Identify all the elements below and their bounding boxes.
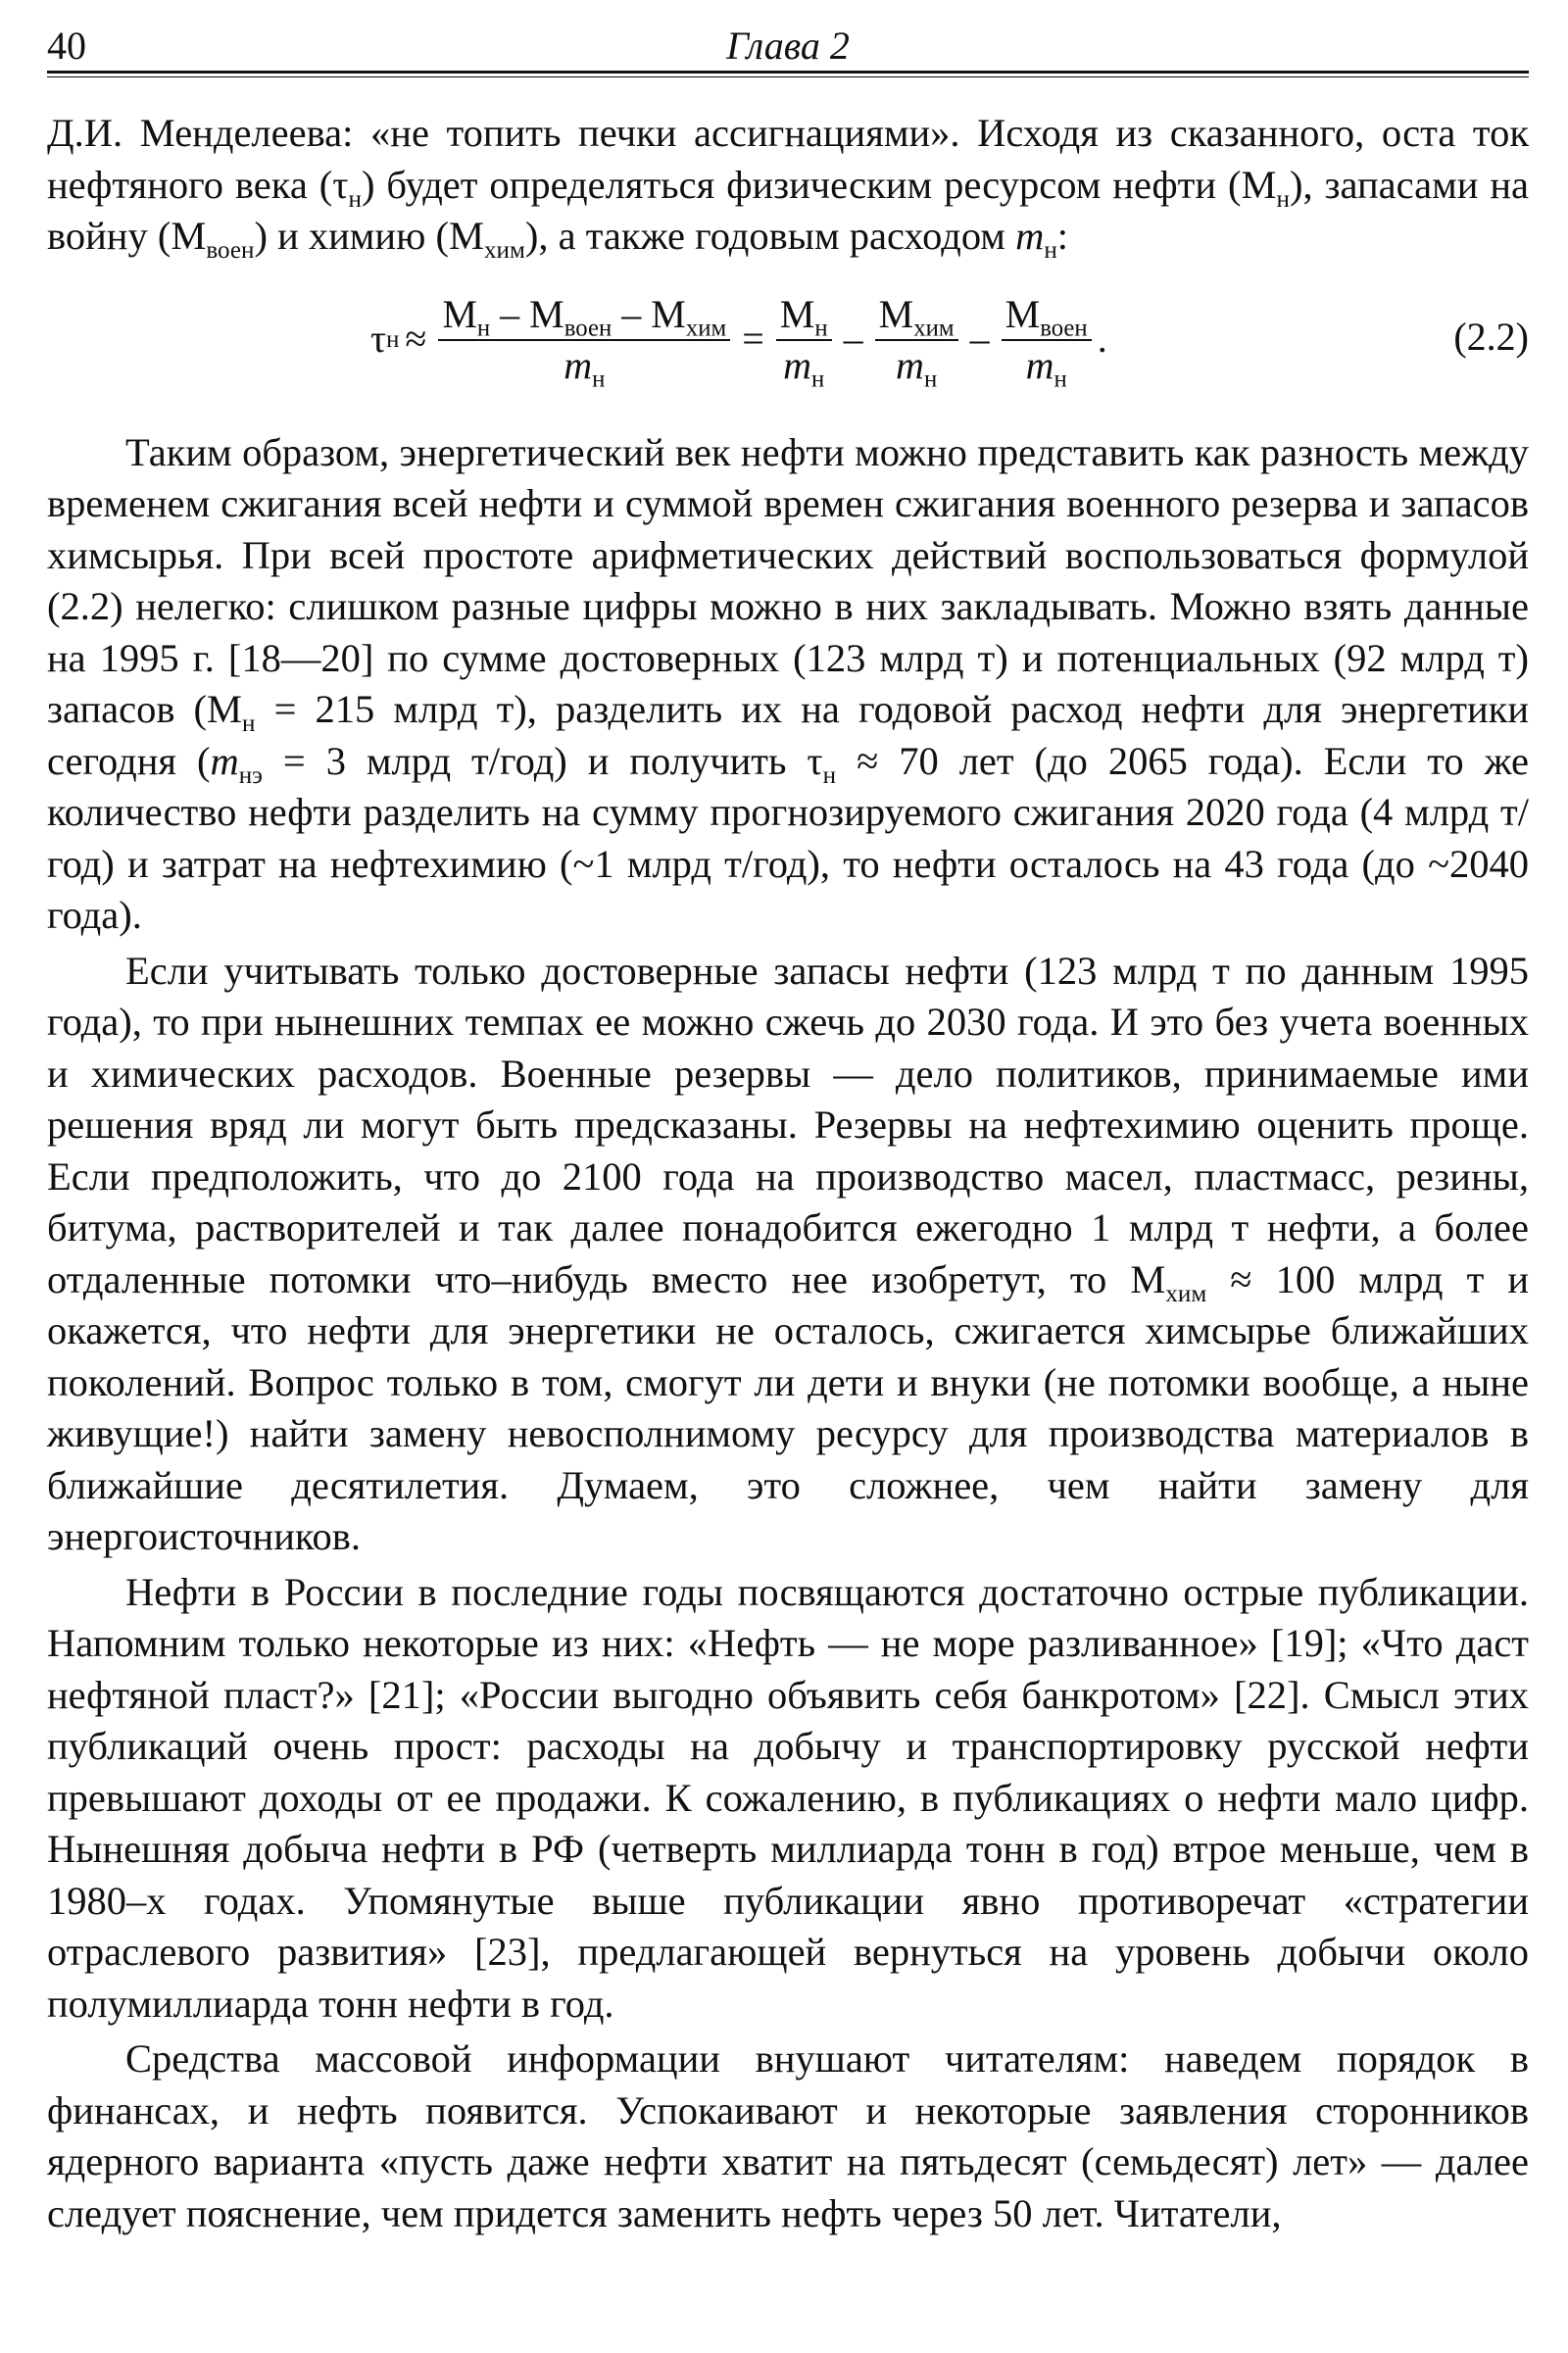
symbol-m: m	[1015, 214, 1045, 258]
formula-2-2	[47, 270, 1529, 417]
text-run: ),	[1289, 162, 1313, 207]
symbol-m: m	[210, 738, 239, 783]
minus-sign: –	[843, 317, 863, 362]
text-run: :	[1056, 214, 1069, 258]
numerator: $М_{хим}$	[875, 292, 958, 341]
denominator: $m_н$	[1025, 342, 1067, 393]
subscript: хим	[484, 236, 525, 264]
subscript: н	[1276, 185, 1290, 213]
symbol-M: М	[171, 214, 207, 258]
paragraph-1	[47, 108, 1529, 263]
page-body	[47, 108, 1529, 2239]
text-run: ) будет определяться физическим ресурсом нефти (	[361, 162, 1242, 207]
paragraph-3	[47, 946, 1529, 1563]
text-run: запасами на войну (	[47, 162, 1529, 258]
numerator: $М_н - М_{воен} - М_{хим}$	[438, 292, 730, 341]
symbol-M: М	[207, 687, 243, 731]
text-run: ≈ 70 лет (до 2065 года). Если то же количество нефти разделить на сумму прогнозируемого сжигания 2020 года (4 млрд т/год) и затрат на нефтехимию (~1 млрд т/год), то нефти осталось на 43 года (до ~2040 года).	[47, 738, 1530, 937]
subscript: н	[1044, 236, 1057, 264]
page-header	[47, 22, 1529, 71]
subscript: воен	[206, 236, 255, 264]
fraction-total	[438, 291, 730, 393]
symbol-tau: τ	[332, 162, 349, 207]
paragraph-5: Средства массовой информации внушают читателям: наведем порядок в финансах, и нефть появится. Успокаивают и некоторые заявления сторонников ядерного варианта «пусть даже нефти хватит на пятьдесят (семьдесят) лет» — далее следует пояснение, чем придется заменить нефть через 50 лет. Читатели,	[47, 2036, 1529, 2235]
equals-sign: =	[742, 317, 764, 362]
subscript: н	[822, 761, 837, 789]
symbol-M: М	[448, 214, 484, 258]
approx-sign: ≈	[405, 317, 427, 362]
symbol-M: М	[1241, 162, 1277, 207]
symbol-tau: τ	[807, 738, 823, 783]
numerator: $М_н$	[776, 292, 832, 341]
minus-sign: –	[969, 317, 990, 362]
page-number: 40	[47, 24, 86, 68]
paragraph-4: Нефти в России в последние годы посвящаются достаточно острые публикации. Напомним только некоторые из них: «Нефть — не море разливанное» [19]; «Что даст нефтяной пласт?» [21]; «России выгодно объявить себя банкротом» [22]. Смысл этих публикаций очень прост: расходы на добычу и транспортировку русской нефти превышают доходы от ее продажи. К сожалению, в публикациях о нефти мало цифр. Нынешняя добыча нефти в РФ (четверть миллиарда тонн в год) втрое меньше, чем в 1980–х годах. Упомянутые выше публикации явно противоречат «стратегии отраслевого развития» [23], предлагающей вернуться на уровень добычи около полумиллиарда тонн нефти в год.	[47, 1569, 1529, 2026]
text-run: ток нефтяного века (	[47, 111, 1530, 207]
denominator: $m_н$	[564, 342, 606, 393]
subscript: н	[242, 710, 256, 737]
text-run: ) и химию (	[254, 214, 449, 258]
symbol-M: М	[1130, 1256, 1166, 1301]
text-run: Таким образом, энергетический век нефти можно представить как разность между временем сжигания всей нефти и суммой времен сжигания военного резерва и запасов химсырья. При всей простоте арифметических действий воспользоваться формулой (2.2) нелегко: слишком разные цифры можно в них закладывать. Можно взять данные на 1995 г. [18—20] по сумме достоверных (123 млрд т) и потенциальных (92 млрд т) запасов (	[47, 429, 1529, 731]
subscript: хим	[1165, 1280, 1207, 1307]
header-rule	[47, 71, 1529, 77]
fraction-oil	[776, 291, 832, 393]
numerator: $М_{воен}$	[1002, 292, 1092, 341]
text-run: Если учитывать только достоверные запасы нефти (123 млрд т по данным 1995 года), то при нынешних темпах ее можно сжечь до 2030 года. И это без учета военных и химических расходов. Военные резервы — дело политиков, принимаемые ими решения вряд ли могут быть предсказаны. Резервы на нефтехимию оценить проще. Если предположить, что до 2100 года на производство масел, пластмасс, резины, битума, растворителей и так далее понадобится ежегодно 1 млрд т нефти, а более отдаленные потомки что–нибудь вместо нее изобретут, то	[47, 948, 1529, 1301]
paragraph-2	[47, 427, 1529, 942]
formula-end-dot: .	[1097, 317, 1107, 362]
fraction-chem	[875, 291, 958, 393]
text-run: ), а также годовым расходом	[524, 214, 1005, 258]
subscript: н	[348, 185, 362, 213]
denominator: $m_н$	[896, 342, 938, 393]
text-run: ≈ 100 млрд т и окажется, что нефти для энергетики не осталось, сжигается химсырье ближайших поколений. Вопрос только в том, смогут ли дети и внуки (не потомки вообще, а ныне живущие!) найти замену невосполнимому ресурсу для производства материалов в ближайшие десятилетия. Думаем, это сложнее, чем найти замену для энергоисточников.	[47, 1256, 1529, 1558]
running-head: Глава 2	[726, 24, 850, 68]
formula-expression: τ н ≈ $\frac{М_н - М_{воен} - М_{хим}}{m_н}$ = $\frac{М_н}{m_н}$ – $\frac{М_{хим}}{m_н}$ – $\frac{М_{воен}}{m_н}$ .	[370, 291, 1107, 393]
subscript: нэ	[238, 761, 263, 789]
symbol-tau: τ	[370, 317, 387, 362]
text-run: = 215 млрд т), разделить их на годовой расход нефти для энергетики сегодня (	[47, 687, 1529, 783]
fraction-military	[1002, 291, 1092, 393]
denominator: $m_н$	[783, 342, 825, 393]
text-run: Д.И. Менделеева: «не топить печки ассигнациями». Исходя из сказанного, оста	[47, 111, 1456, 155]
text-run: = 3 млрд т/год) и получить	[262, 738, 808, 783]
formula-number: (2.2)	[1453, 314, 1529, 359]
